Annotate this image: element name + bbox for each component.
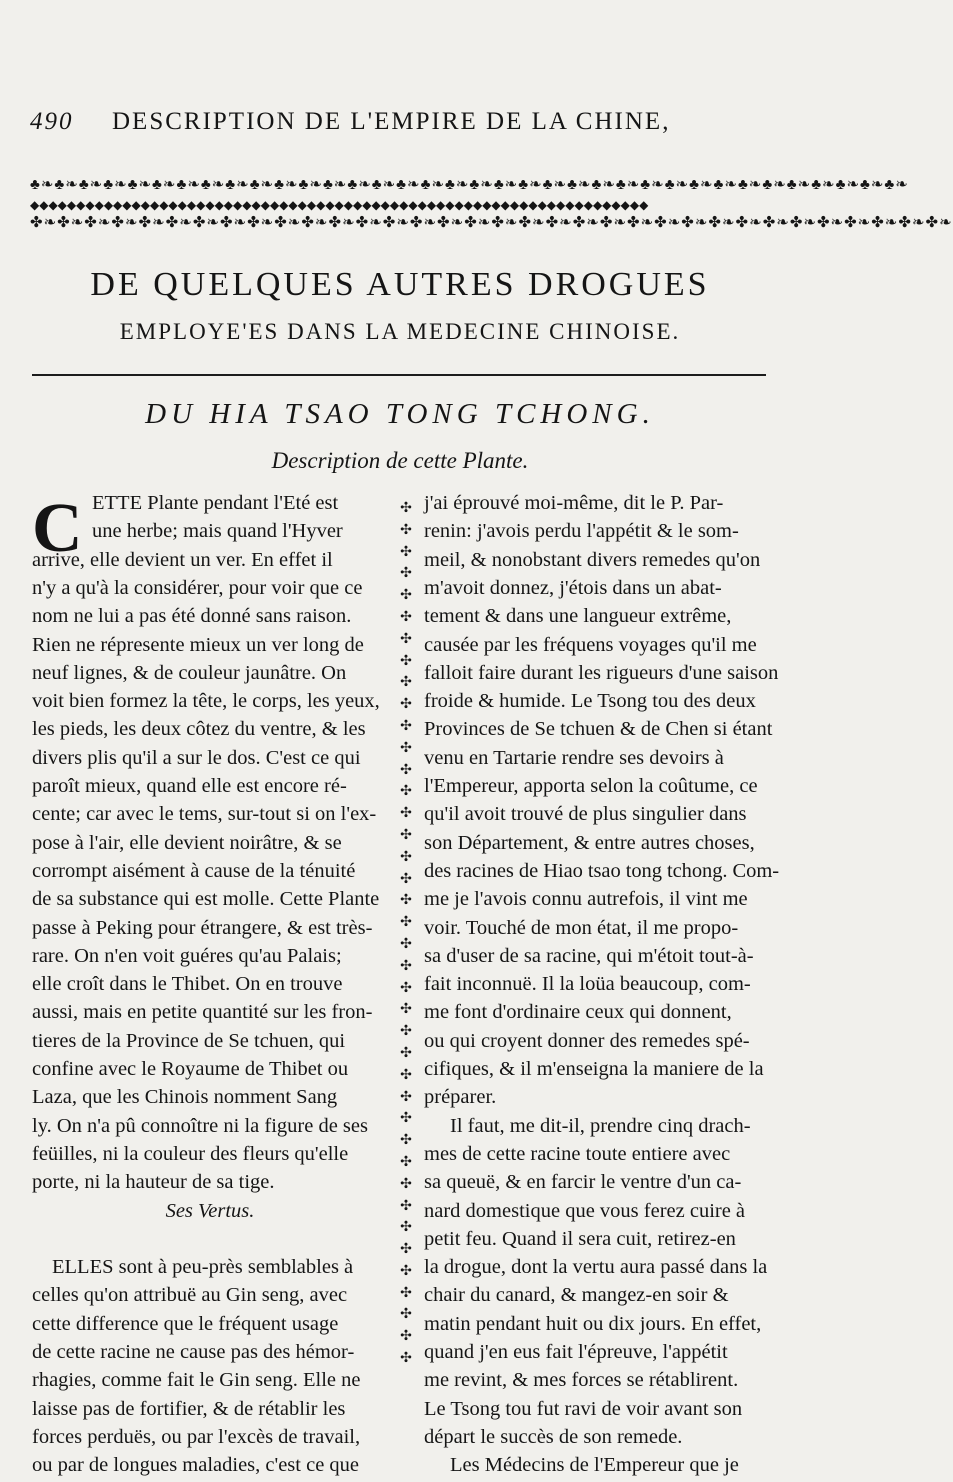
section-heading: DU HIA TSAO TONG TCHONG. [145,398,655,430]
divider-ornament-icon: ✣ [400,718,412,734]
divider-ornament-icon: ✣ [400,609,412,625]
text-line: corrompt aisément à cause de la ténuité [32,859,356,882]
drop-cap: C [32,490,83,567]
running-head: DESCRIPTION DE L'EMPIRE DE LA CHINE, [112,108,671,135]
divider-ornament-icon: ✣ [400,1242,412,1258]
text-line: feüilles, ni la couleur des fleurs qu'elle [32,1142,349,1165]
ornament-band-bottom: ✤❧✤❧✤❧✤❧✤❧✤❧✤❧✤❧✤❧✤❧✤❧✤❧✤❧✤❧✤❧✤❧✤❧✤❧✤❧✤❧✤❧✤❧✤❧✤❧✤❧✤❧✤❧✤❧✤❧✤❧✤❧✤❧✤❧✤❧ [30,215,953,231]
divider-ornament-icon: ✣ [400,1351,412,1367]
text-line: paroît mieux, quand elle est encore ré- [32,775,347,797]
text-line: la drogue, dont la vertu aura passé dans la [424,1256,768,1279]
divider-ornament-icon: ✣ [400,1176,412,1192]
text-line: Les Médecins de l'Empereur que je [450,1454,739,1477]
divider-ornament-icon: ✣ [400,893,412,909]
right-text-column [424,492,779,1477]
text-line: laisse pas de fortifier, & de rétablir les [32,1397,346,1420]
divider-ornament-icon: ✣ [400,915,412,931]
text-line: qu'il avoit trouvé de plus singulier dans [424,803,747,826]
text-line: une herbe; mais quand l'Hyver [92,520,343,543]
left-text-column [32,492,388,1477]
text-line: pose à l'air, elle devient noirâtre, & se [32,831,342,854]
text-line: me font d'ordinaire ceux qui donnent, [424,1001,732,1024]
divider-ornament-icon: ✣ [400,849,412,865]
text-line: départ le succès de son remede. [424,1425,683,1448]
divider-ornament-icon: ✣ [400,740,412,756]
divider-ornament-icon: ✣ [400,1285,412,1301]
subsection-heading: Description de cette Plante. [271,448,529,473]
text-line: Le Tsong tou fut ravi de voir avant son [424,1397,743,1420]
text-line: ETTE Plante pendant l'Eté est [92,492,339,514]
divider-ornament-icon: ✣ [400,1111,412,1127]
chapter-title: DE QUELQUES AUTRES DROGUES [90,266,710,303]
text-line: préparer. [424,1086,497,1109]
text-line [32,1228,388,1256]
text-line: elle croît dans le Thibet. On en trouve [32,973,343,996]
text-line: ELLES sont à peu-près semblables à [52,1256,354,1279]
text-line: nom ne lui a pas été donné sans raison. [32,605,352,628]
page-number: 490 [30,108,74,135]
text-line: tement & dans une langueur extrême, [424,605,732,628]
text-line: Laza, que les Chinois nomment Sang [32,1086,338,1109]
text-line: celles qu'on attribuë au Gin seng, avec [32,1284,348,1307]
text-line: rare. On n'en voit guéres qu'au Palais; [32,944,342,967]
chapter-subtitle: EMPLOYE'ES DANS LA MEDECINE CHINOISE. [119,319,681,344]
text-line: matin pendant huit ou dix jours. En effet, [424,1312,762,1335]
text-line: voir. Touché de mon état, il me propo- [424,916,739,939]
text-line: rhagies, comme fait le Gin seng. Elle ne [32,1369,361,1392]
column-divider-ornament [396,498,416,1378]
divider-ornament-icon: ✣ [400,936,412,952]
text-line: j'ai éprouvé moi-même, dit le P. Par- [424,492,724,514]
text-line: chair du canard, & mangez-en soir & [424,1284,729,1307]
divider-ornament-icon: ✣ [400,784,412,800]
text-line: Ses Vertus. [165,1199,255,1222]
divider-ornament-icon: ✣ [400,588,412,604]
text-line: neuf lignes, & de couleur jaunâtre. On [32,661,347,684]
text-line: meil, & nonobstant divers remedes qu'on [424,548,761,571]
text-line: sa queuë, & en farcir le ventre d'un ca- [424,1171,742,1194]
divider-ornament-icon: ✣ [400,1198,412,1214]
text-line: quand j'en eus fait l'épreuve, l'appétit [424,1341,728,1363]
text-line: ou par de longues maladies, c'est ce que [32,1454,360,1477]
text-line: l'Empereur, apporta selon la coûtume, ce [424,775,758,797]
text-line: causée par les fréquens voyages qu'il me [424,633,757,656]
text-line: arrive, elle devient un ver. En effet il [32,548,333,571]
divider-ornament-icon: ✣ [400,762,412,778]
divider-ornament-icon: ✣ [400,501,412,516]
text-line: falloit faire durant les rigueurs d'une saison [424,661,779,684]
text-line: les pieds, les deux côtez du ventre, & les [32,718,366,741]
text-line: des racines de Hiao tsao tong tchong. Com- [424,859,779,882]
text-line: cente; car avec le tems, sur-tout si on l'ex- [32,803,377,826]
divider-ornament-icon: ✣ [400,827,412,843]
divider-ornament-icon: ✣ [400,522,412,538]
divider-ornament-icon: ✣ [400,871,412,887]
divider-ornament-icon: ✣ [400,958,412,974]
text-line: de cette racine ne cause pas des hémor- [32,1341,355,1363]
text-line: passe à Peking pour étrangere, & est très- [32,916,373,939]
text-line: me je l'avois connu autrefois, il vint me [424,888,748,911]
text-line: confine avec le Royaume de Thibet ou [32,1058,349,1080]
text-line: venu en Tartarie rendre ses devoirs à [424,746,724,769]
text-line: mes de cette racine toute entiere avec [424,1142,731,1165]
divider-ornament-icon: ✣ [400,1002,412,1018]
text-line: m'avoit donnez, j'étois dans un abat- [424,576,722,599]
text-line: aussi, mais en petite quantité sur les fron- [32,1001,373,1024]
text-line: n'y a qu'à la considérer, pour voir que ce [32,576,363,599]
divider-ornament-icon: ✣ [400,1307,412,1323]
divider-ornament-icon: ✣ [400,697,412,713]
text-line: fait inconnuë. Il la loüa beaucoup, com- [424,973,751,996]
text-line: ly. On n'a pû connoître ni la figure de ses [32,1114,368,1137]
divider-ornament-icon: ✣ [400,1067,412,1083]
text-line: son Département, & entre autres choses, [424,831,755,854]
text-line: nard domestique que vous ferez cuire à [424,1199,746,1222]
text-line: de sa substance qui est molle. Cette Plante [32,888,380,911]
divider-ornament-icon: ✣ [400,675,412,691]
divider-ornament-icon: ✣ [400,566,412,582]
divider-ornament-icon: ✣ [400,544,412,560]
divider-ornament-icon: ✣ [400,1045,412,1061]
horizontal-rule [32,374,766,376]
text-line: Il faut, me dit-il, prendre cinq drach- [450,1114,751,1137]
text-line: froide & humide. Le Tsong tou des deux [424,690,756,713]
divider-ornament-icon: ✣ [400,653,412,669]
text-line: voit bien formez la tête, le corps, les yeux, [32,690,380,713]
text-line: cette difference que le fréquent usage [32,1312,339,1335]
text-line: divers plis qu'il a sur le dos. C'est ce qui [32,746,361,769]
text-line: me revint, & mes forces se rétablirent. [424,1369,739,1392]
divider-ornament-icon: ✣ [400,1024,412,1040]
text-line: forces perduës, ou par l'excès de travail, [32,1425,361,1448]
divider-ornament-icon: ✣ [400,631,412,647]
text-line: renin: j'avois perdu l'appétit & le som- [424,520,739,543]
divider-ornament-icon: ✣ [400,1329,412,1345]
divider-ornament-icon: ✣ [400,806,412,822]
text-line: sa d'user de sa racine, qui m'étoit tout-à- [424,944,754,967]
text-line: Provinces de Se tchuen & de Chen si étant [424,718,773,741]
divider-ornament-icon: ✣ [400,1263,412,1279]
text-line: tieres de la Province de Se tchuen, qui [32,1029,346,1052]
ornament-band-middle: ◆◆◆◆◆◆◆◆◆◆◆◆◆◆◆◆◆◆◆◆◆◆◆◆◆◆◆◆◆◆◆◆◆◆◆◆◆◆◆◆◆◆◆◆◆◆◆◆◆◆◆◆◆◆◆◆◆◆◆◆◆◆◆◆◆◆◆ [30,198,649,212]
page-header [30,108,770,148]
text-line: cifiques, & il m'enseigna la maniere de la [424,1058,764,1080]
text-line: Rien ne répresente mieux un ver long de [32,633,364,656]
divider-ornament-icon: ✣ [400,1154,412,1170]
text-line: ou qui croyent donner des remedes spé- [424,1029,750,1052]
ornament-band-top: ♣❧♣❧♣❧♣❧♣❧♣❧♣❧♣❧♣❧♣❧♣❧♣❧♣❧♣❧♣❧♣❧♣❧♣❧♣❧♣❧♣❧♣❧♣❧♣❧♣❧♣❧♣❧♣❧♣❧♣❧♣❧♣❧♣❧♣❧♣❧♣❧ [30,177,909,193]
divider-ornament-icon: ✣ [400,980,412,996]
divider-ornament-icon: ✣ [400,1089,412,1105]
divider-ornament-icon: ✣ [400,1220,412,1236]
text-line: porte, ni la hauteur de sa tige. [32,1171,275,1194]
divider-ornament-icon: ✣ [400,1133,412,1149]
text-line: petit feu. Quand il sera cuit, retirez-en [424,1227,736,1250]
